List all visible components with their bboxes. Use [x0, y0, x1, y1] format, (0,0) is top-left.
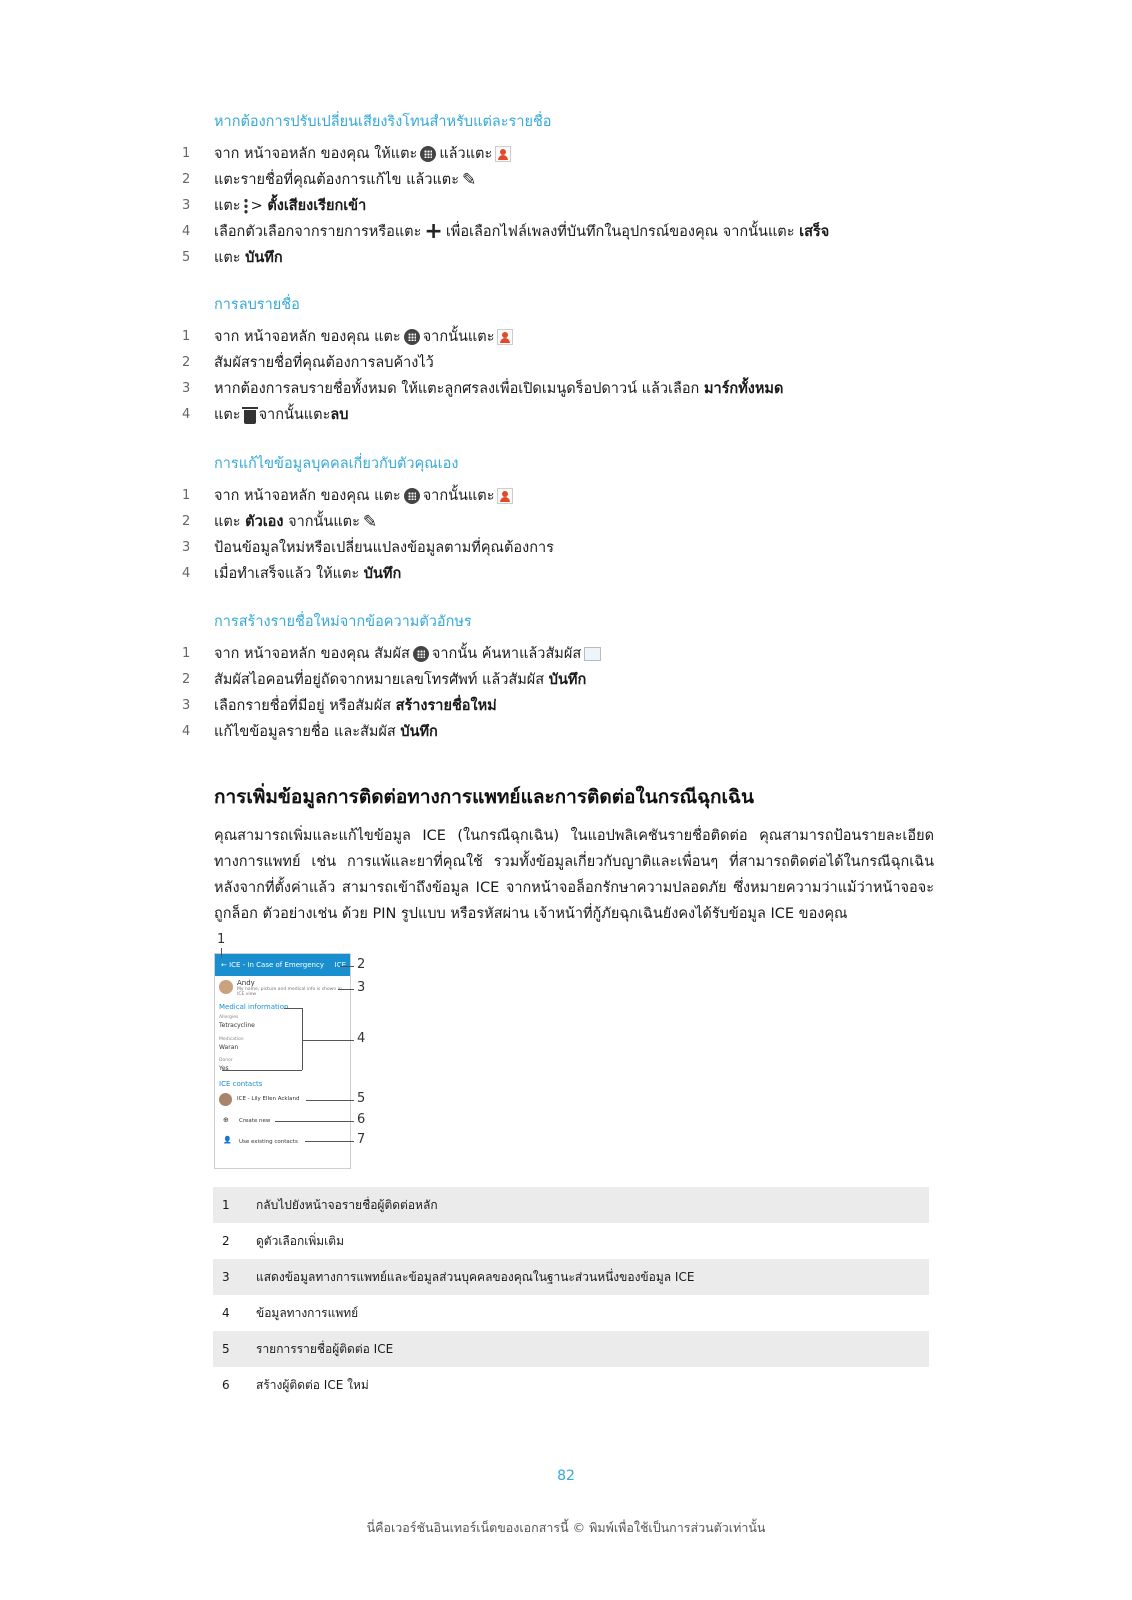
step-text: แล้วแตะ	[439, 146, 493, 162]
medication-label: Medication	[219, 1037, 244, 1042]
add-contact-icon: ⊕	[223, 1116, 229, 1124]
list-item	[182, 561, 554, 587]
callout-5: 5	[357, 1091, 366, 1106]
step-text: สัมผัสไอคอนที่อยู่ถัดจากหมายเลขโทรศัพท์ แล้วสัมผัส	[214, 672, 545, 688]
step-number: 3	[182, 540, 191, 555]
callout-line	[275, 1121, 354, 1122]
list-item	[182, 324, 783, 350]
list-item	[182, 376, 783, 402]
legend-text: กลับไปยังหน้าจอรายชื่อผู้ติดต่อหลัก	[256, 1197, 438, 1212]
step-text: ป้อนข้อมูลใหม่หรือเปลี่ยนแปลงข้อมูลตามที่คุณต้องการ	[214, 540, 554, 556]
ice-bar-title-text: ICE - In Case of Emergency	[229, 961, 324, 969]
legend-number: 5	[222, 1342, 230, 1356]
table-row	[213, 1331, 929, 1367]
step-text: จาก หน้าจอหลัก ของคุณ สัมผัส	[214, 646, 410, 662]
section-title-from-sms: การสร้างรายชื่อใหม่จากข้อความตัวอักษร	[214, 614, 472, 630]
legend-number: 6	[222, 1378, 230, 1392]
step-text: แตะ	[214, 514, 241, 530]
step-text: จากนั้นแตะ	[288, 514, 360, 530]
list-item	[182, 509, 554, 535]
callout-line	[302, 1040, 354, 1041]
step-number: 5	[182, 250, 191, 265]
step-text: แตะ	[214, 198, 241, 214]
step-number: 3	[182, 198, 191, 213]
apps-icon	[404, 488, 420, 504]
step-bold-text: บันทึก	[400, 724, 438, 740]
step-number: 2	[182, 514, 191, 529]
list-item	[182, 219, 829, 245]
list-item	[182, 350, 783, 376]
table-row	[213, 1367, 929, 1403]
step-number: 3	[182, 698, 191, 713]
apps-icon	[404, 329, 420, 345]
more-options-icon	[244, 198, 248, 214]
heading-ice: การเพิ่มข้อมูลการติดต่อทางการแพทย์และการติดต่อในกรณีฉุกเฉิน	[214, 786, 754, 808]
person-add-icon: 👤	[223, 1136, 232, 1144]
step-number: 4	[182, 566, 191, 581]
medical-header: Medical information	[219, 1003, 289, 1011]
apps-icon	[413, 646, 429, 662]
step-text: จากนั้นแตะ	[258, 407, 331, 423]
step-number: 4	[182, 724, 191, 739]
step-text: จาก หน้าจอหลัก ของคุณ แตะ	[214, 488, 401, 504]
legend-text: สร้างผู้ติดต่อ ICE ใหม่	[256, 1377, 369, 1392]
contacts-app-icon	[495, 146, 511, 162]
ice-screenshot	[214, 953, 351, 1169]
ice-bar-title	[221, 954, 324, 976]
legend-text: รายการรายชื่อผู้ติดต่อ ICE	[256, 1341, 394, 1356]
table-row	[213, 1223, 929, 1259]
create-new-label: Create new	[239, 1118, 271, 1124]
legend-table	[213, 1187, 929, 1403]
ice-contacts-header: ICE contacts	[219, 1080, 263, 1088]
legend-number: 4	[222, 1306, 230, 1320]
ice-contact-avatar	[219, 1093, 232, 1106]
callout-line	[222, 1070, 302, 1071]
legend-number: 2	[222, 1234, 230, 1248]
messaging-app-icon	[584, 647, 601, 661]
step-number: 3	[182, 381, 191, 396]
table-row	[213, 1187, 929, 1223]
list-item	[182, 402, 783, 428]
list-item	[182, 719, 604, 745]
callout-line	[306, 1100, 354, 1101]
steps-delete	[182, 324, 783, 428]
steps-from-sms	[182, 641, 604, 745]
callout-line	[340, 966, 354, 967]
step-number: 2	[182, 355, 191, 370]
callout-2: 2	[357, 957, 366, 972]
list-item	[182, 193, 829, 219]
step-bold-text: บันทึก	[363, 566, 402, 582]
step-number: 1	[182, 488, 191, 503]
avatar	[219, 980, 233, 994]
callout-line	[305, 1141, 354, 1142]
step-text: หากต้องการลบรายชื่อทั้งหมด ให้แตะลูกศรลงเพื่อเปิดเมนูดร็อปดาวน์ แล้วเลือก	[214, 381, 700, 397]
callout-1: 1	[217, 932, 226, 947]
step-bold-text: บันทึก	[548, 672, 587, 688]
callout-6: 6	[357, 1112, 366, 1127]
edit-icon: ✎	[462, 170, 477, 190]
step-number: 2	[182, 172, 191, 187]
callout-3: 3	[357, 980, 366, 995]
step-text: >	[250, 198, 263, 214]
legend-text: ดูตัวเลือกเพิ่มเติม	[256, 1233, 344, 1248]
callout-7: 7	[357, 1132, 366, 1147]
step-text: จาก หน้าจอหลัก ของคุณ ให้แตะ	[214, 146, 418, 162]
ice-bar-right: ICE	[334, 961, 346, 969]
callout-line	[338, 989, 354, 990]
list-item	[182, 693, 604, 719]
step-bold-text: ตั้งเสียงเรียกเข้า	[267, 198, 367, 214]
step-bold-text: บันทึก	[245, 250, 283, 266]
step-text: แก้ไขข้อมูลรายชื่อ และสัมผัส	[214, 724, 396, 740]
profile-sub: My name, picture and medical info is shown in ICE view	[237, 987, 342, 997]
apps-icon	[420, 146, 436, 162]
step-number: 4	[182, 407, 191, 422]
step-text: แตะรายชื่อที่คุณต้องการแก้ไข แล้วแตะ	[214, 172, 460, 188]
list-item	[182, 535, 554, 561]
donor-value: Yes	[219, 1065, 229, 1072]
step-text: จากนั้นแตะ	[422, 488, 495, 504]
steps-ringtone	[182, 141, 829, 271]
callout-line	[302, 1008, 303, 1070]
step-text: จากนั้น ค้นหาแล้วสัมผัส	[431, 646, 582, 662]
step-text: เลือกตัวเลือกจากรายการหรือแตะ	[214, 224, 422, 240]
section-title-delete: การลบรายชื่อ	[214, 297, 300, 313]
contacts-app-icon	[497, 488, 513, 504]
list-item	[182, 483, 554, 509]
step-text: เพื่อเลือกไฟล์เพลงที่บันทึกในอุปกรณ์ของคุณ จากนั้นแตะ	[445, 224, 795, 240]
table-row	[213, 1295, 929, 1331]
legend-text: ข้อมูลทางการแพทย์	[256, 1305, 359, 1320]
step-bold-text: ลบ	[330, 407, 349, 423]
step-text: แตะ	[214, 250, 241, 266]
list-item	[182, 245, 829, 271]
step-text: จากนั้นแตะ	[422, 329, 495, 345]
callout-line	[284, 1008, 302, 1009]
list-item	[182, 141, 829, 167]
medication-value: Waran	[219, 1044, 239, 1051]
step-bold-text: สร้างรายชื่อใหม่	[395, 698, 497, 714]
step-bold-text: ตัวเอง	[245, 514, 284, 530]
ice-paragraph: คุณสามารถเพิ่มและแก้ไขข้อมูล ICE (ในกรณีฉุกเฉิน) ในแอปพลิเคชันรายชื่อติดต่อ คุณสามารถป้อนรายละเอียดทางการแพทย์ เช่น การแพ้และยาที่คุณใช้ รวมทั้งข้อมูลเกี่ยวกับญาติและเพื่อนๆ ที่สามารถติดต่อได้ในกรณีฉุกเฉิน หลังจากที่ตั้งค่าแล้ว สามารถเข้าถึงข้อมูล ICE จากหน้าจอล็อกรักษาความปลอดภัย ซึ่งหมายความว่าแม้ว่าหน้าจอจะถูกล็อก ตัวอย่างเช่น ด้วย PIN รูปแบบ หรือรหัสผ่าน เจ้าหน้าที่กู้ภัยฉุกเฉินยังคงได้รับข้อมูล ICE ของคุณ	[214, 828, 934, 922]
legend-number: 3	[222, 1270, 230, 1284]
table-row	[213, 1259, 929, 1295]
ice-contact-name: ICE - Lily Ellen Ackland	[237, 1096, 300, 1102]
back-arrow-icon: ←	[221, 961, 230, 969]
allergies-value: Tetracycline	[219, 1022, 255, 1029]
page-number: 82	[557, 1468, 575, 1484]
callout-4: 4	[357, 1031, 366, 1046]
contacts-app-icon	[497, 329, 513, 345]
callout-line	[221, 948, 222, 958]
step-text: เลือกรายชื่อที่มีอยู่ หรือสัมผัส	[214, 698, 392, 714]
list-item	[182, 167, 829, 193]
ice-app-bar	[215, 954, 350, 976]
steps-edit-self	[182, 483, 554, 587]
step-text: แตะ	[214, 407, 241, 423]
profile-name: Andy	[237, 979, 255, 987]
donor-label: Donor	[219, 1058, 233, 1063]
step-number: 1	[182, 646, 191, 661]
list-item	[182, 641, 604, 667]
step-number: 4	[182, 224, 191, 239]
use-existing-label: Use existing contacts	[239, 1139, 298, 1145]
plus-icon: +	[424, 219, 443, 244]
step-text: สัมผัสรายชื่อที่คุณต้องการลบค้างไว้	[214, 355, 434, 371]
trash-icon	[244, 410, 256, 424]
section-title-edit-self: การแก้ไขข้อมูลบุคคลเกี่ยวกับตัวคุณเอง	[214, 456, 459, 472]
step-number: 2	[182, 672, 191, 687]
section-title-ringtone: หากต้องการปรับเปลี่ยนเสียงริงโทนสำหรับแต่ละรายชื่อ	[214, 114, 552, 130]
edit-icon: ✎	[362, 512, 378, 532]
step-bold-text: เสร็จ	[799, 224, 830, 240]
legend-text: แสดงข้อมูลทางการแพทย์และข้อมูลส่วนบุคคลของคุณในฐานะส่วนหนึ่งของข้อมูล ICE	[256, 1269, 695, 1284]
step-number: 1	[182, 329, 191, 344]
legend-number: 1	[222, 1198, 230, 1212]
step-text: เมื่อทำเสร็จแล้ว ให้แตะ	[214, 566, 360, 582]
allergies-label: Allergies	[219, 1015, 239, 1020]
footer-note: นี่คือเวอร์ชันอินเทอร์เน็ตของเอกสารนี้ © พิมพ์เพื่อใช้เป็นการส่วนตัวเท่านั้น	[366, 1520, 766, 1535]
list-item	[182, 667, 604, 693]
step-number: 1	[182, 146, 191, 161]
step-text: จาก หน้าจอหลัก ของคุณ แตะ	[214, 329, 401, 345]
step-bold-text: มาร์กทั้งหมด	[703, 381, 784, 397]
